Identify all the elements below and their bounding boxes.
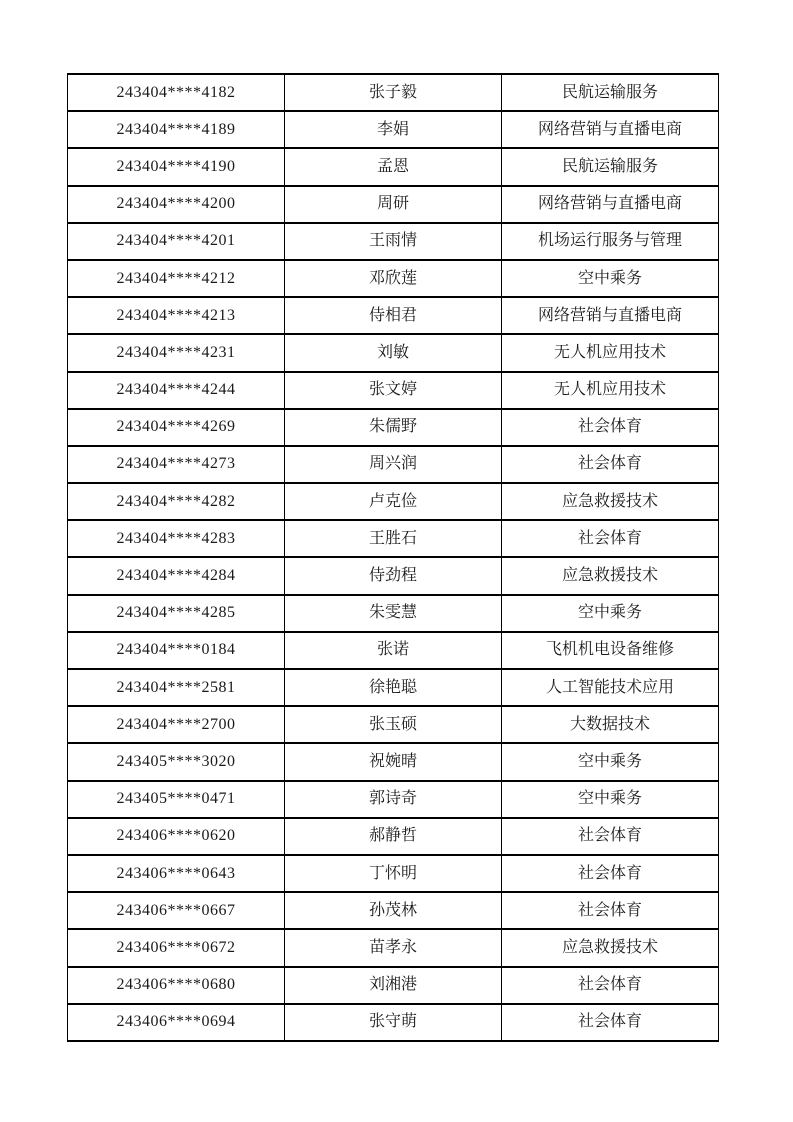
student-name-cell: 苗孝永 (285, 929, 502, 966)
table-row (68, 372, 719, 409)
student-name-cell: 李娟 (285, 111, 502, 148)
student-name-cell: 张文婷 (285, 372, 502, 409)
table-row (68, 892, 719, 929)
major-cell: 空中乘务 (502, 260, 719, 297)
table-row (68, 111, 719, 148)
student-name-cell: 侍相君 (285, 297, 502, 334)
major-cell: 社会体育 (502, 1004, 719, 1041)
student-id-cell: 243404****4273 (68, 446, 285, 483)
major-cell: 社会体育 (502, 446, 719, 483)
student-id-cell: 243406****0643 (68, 855, 285, 892)
table-row (68, 334, 719, 371)
student-id-cell: 243404****2581 (68, 669, 285, 706)
student-id-cell: 243404****4190 (68, 148, 285, 185)
student-name-cell: 徐艳聪 (285, 669, 502, 706)
table-row (68, 669, 719, 706)
table-row (68, 967, 719, 1004)
table-row (68, 855, 719, 892)
table-row (68, 743, 719, 780)
student-id-cell: 243405****3020 (68, 743, 285, 780)
student-name-cell: 卢克俭 (285, 483, 502, 520)
table-row (68, 929, 719, 966)
student-id-cell: 243404****4212 (68, 260, 285, 297)
table-row (68, 632, 719, 669)
student-id-cell: 243406****0680 (68, 967, 285, 1004)
student-name-cell: 王雨情 (285, 223, 502, 260)
major-cell: 社会体育 (502, 409, 719, 446)
student-name-cell: 邓欣莲 (285, 260, 502, 297)
student-name-cell: 侍劲程 (285, 557, 502, 594)
student-id-cell: 243406****0694 (68, 1004, 285, 1041)
student-name-cell: 刘湘港 (285, 967, 502, 1004)
major-cell: 大数据技术 (502, 706, 719, 743)
student-name-cell: 张子毅 (285, 74, 502, 111)
table-row (68, 520, 719, 557)
table-row (68, 74, 719, 111)
student-id-cell: 243404****4269 (68, 409, 285, 446)
student-name-cell: 张玉硕 (285, 706, 502, 743)
major-cell: 社会体育 (502, 855, 719, 892)
student-id-cell: 243404****4283 (68, 520, 285, 557)
major-cell: 网络营销与直播电商 (502, 297, 719, 334)
student-name-cell: 张守萌 (285, 1004, 502, 1041)
major-cell: 应急救援技术 (502, 483, 719, 520)
student-name-cell: 周研 (285, 186, 502, 223)
student-name-cell: 张诺 (285, 632, 502, 669)
admission-roster-table (67, 73, 719, 1042)
student-id-cell: 243404****4285 (68, 595, 285, 632)
table-row (68, 595, 719, 632)
student-name-cell: 朱儒野 (285, 409, 502, 446)
major-cell: 民航运输服务 (502, 148, 719, 185)
student-name-cell: 刘敏 (285, 334, 502, 371)
major-cell: 应急救援技术 (502, 929, 719, 966)
student-id-cell: 243404****4213 (68, 297, 285, 334)
student-id-cell: 243404****4200 (68, 186, 285, 223)
major-cell: 社会体育 (502, 892, 719, 929)
table-row (68, 409, 719, 446)
student-name-cell: 郝静哲 (285, 818, 502, 855)
table-row (68, 706, 719, 743)
student-name-cell: 郭诗奇 (285, 781, 502, 818)
student-id-cell: 243406****0667 (68, 892, 285, 929)
table-row (68, 781, 719, 818)
major-cell: 人工智能技术应用 (502, 669, 719, 706)
student-name-cell: 丁怀明 (285, 855, 502, 892)
major-cell: 飞机机电设备维修 (502, 632, 719, 669)
table-row (68, 223, 719, 260)
table-row (68, 260, 719, 297)
major-cell: 机场运行服务与管理 (502, 223, 719, 260)
table-row (68, 446, 719, 483)
student-name-cell: 祝婉晴 (285, 743, 502, 780)
major-cell: 无人机应用技术 (502, 372, 719, 409)
major-cell: 社会体育 (502, 520, 719, 557)
student-name-cell: 王胜石 (285, 520, 502, 557)
table-row (68, 818, 719, 855)
student-id-cell: 243404****4284 (68, 557, 285, 594)
major-cell: 网络营销与直播电商 (502, 186, 719, 223)
major-cell: 网络营销与直播电商 (502, 111, 719, 148)
major-cell: 社会体育 (502, 818, 719, 855)
student-id-cell: 243404****4231 (68, 334, 285, 371)
roster-body (68, 74, 719, 1041)
major-cell: 民航运输服务 (502, 74, 719, 111)
table-row (68, 297, 719, 334)
major-cell: 空中乘务 (502, 743, 719, 780)
major-cell: 空中乘务 (502, 781, 719, 818)
student-name-cell: 周兴润 (285, 446, 502, 483)
table-row (68, 483, 719, 520)
table-row (68, 557, 719, 594)
student-id-cell: 243404****4189 (68, 111, 285, 148)
table-row (68, 148, 719, 185)
student-id-cell: 243406****0672 (68, 929, 285, 966)
student-id-cell: 243404****4182 (68, 74, 285, 111)
student-id-cell: 243404****0184 (68, 632, 285, 669)
student-id-cell: 243406****0620 (68, 818, 285, 855)
major-cell: 空中乘务 (502, 595, 719, 632)
table-row (68, 1004, 719, 1041)
student-name-cell: 孙茂林 (285, 892, 502, 929)
major-cell: 社会体育 (502, 967, 719, 1004)
student-name-cell: 朱雯慧 (285, 595, 502, 632)
student-id-cell: 243404****4244 (68, 372, 285, 409)
student-id-cell: 243404****4201 (68, 223, 285, 260)
student-id-cell: 243405****0471 (68, 781, 285, 818)
student-id-cell: 243404****2700 (68, 706, 285, 743)
major-cell: 无人机应用技术 (502, 334, 719, 371)
major-cell: 应急救援技术 (502, 557, 719, 594)
student-id-cell: 243404****4282 (68, 483, 285, 520)
student-name-cell: 孟恩 (285, 148, 502, 185)
table-row (68, 186, 719, 223)
